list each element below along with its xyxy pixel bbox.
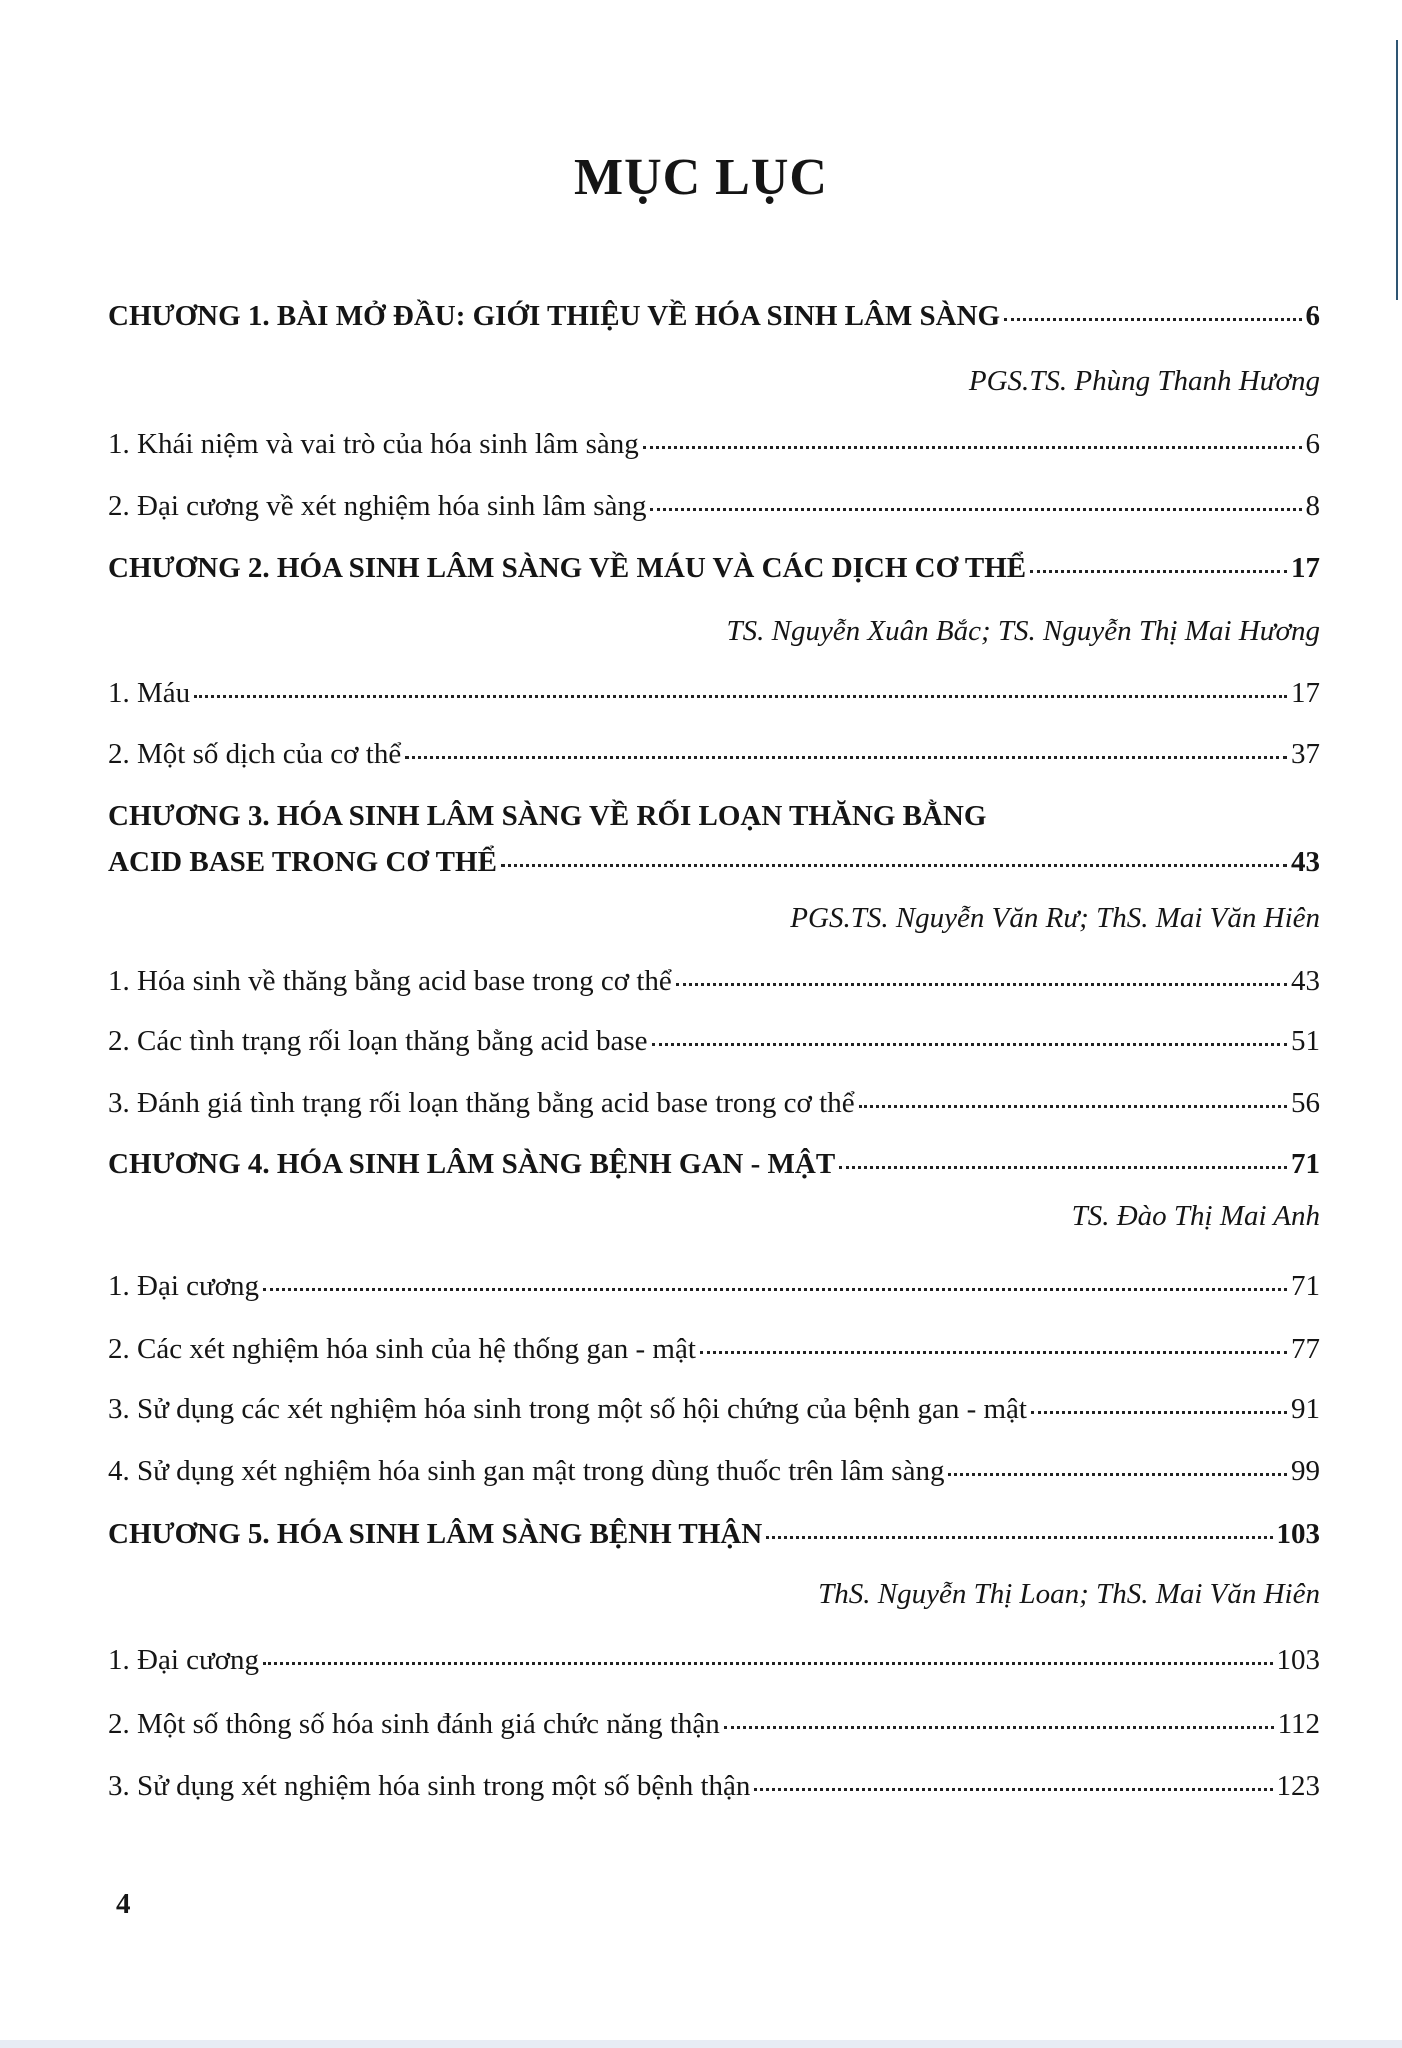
toc-chapter-title: CHƯƠNG 1. BÀI MỞ ĐẦU: GIỚI THIỆU VỀ HÓA SINH LÂM SÀNG <box>108 300 1001 332</box>
toc-chapter-3[interactable] <box>108 846 1320 879</box>
toc-chapter-author: PGS.TS. Phùng Thanh Hương <box>968 365 1320 397</box>
dot-leader <box>676 983 1287 986</box>
toc-section[interactable] <box>108 1025 1320 1058</box>
dot-leader <box>650 508 1301 511</box>
toc-section[interactable] <box>108 677 1320 710</box>
toc-section-title: 2. Một số dịch của cơ thể <box>108 738 402 770</box>
toc-section-title: 4. Sử dụng xét nghiệm hóa sinh gan mật trong dùng thuốc trên lâm sàng <box>108 1455 945 1487</box>
toc-section[interactable] <box>108 1333 1320 1366</box>
dot-leader <box>405 756 1287 759</box>
toc-page-number: 17 <box>1291 552 1320 584</box>
toc-chapter-5[interactable] <box>108 1518 1320 1551</box>
toc-section-title: 1. Đại cương <box>108 1644 260 1676</box>
toc-section-title: 2. Các xét nghiệm hóa sinh của hệ thống gan - mật <box>108 1333 696 1365</box>
page-bottom-edge <box>0 2040 1402 2048</box>
toc-chapter-4[interactable] <box>108 1148 1320 1181</box>
toc-section-title: 3. Sử dụng xét nghiệm hóa sinh trong một số bệnh thận <box>108 1770 751 1802</box>
toc-chapter-title: CHƯƠNG 5. HÓA SINH LÂM SÀNG BỆNH THẬN <box>108 1518 763 1550</box>
toc-section[interactable] <box>108 1708 1320 1741</box>
toc-chapter-title: CHƯƠNG 2. HÓA SINH LÂM SÀNG VỀ MÁU VÀ CÁC DỊCH CƠ THỂ <box>108 552 1027 584</box>
dot-leader <box>754 1788 1272 1791</box>
toc-page-number: 123 <box>1276 1770 1320 1802</box>
toc-page-number: 8 <box>1305 490 1320 522</box>
toc-page-number: 99 <box>1291 1455 1320 1487</box>
dot-leader <box>1031 1411 1287 1414</box>
toc-section-title: 3. Sử dụng các xét nghiệm hóa sinh trong một số hội chứng của bệnh gan - mật <box>108 1393 1027 1425</box>
toc-section-title: 3. Đánh giá tình trạng rối loạn thăng bằng acid base trong cơ thể <box>108 1087 855 1119</box>
toc-chapter-author: TS. Nguyễn Xuân Bắc; TS. Nguyễn Thị Mai Hương <box>726 615 1320 647</box>
dot-leader <box>1030 570 1287 573</box>
dot-leader <box>263 1662 1272 1665</box>
dot-leader <box>263 1288 1287 1291</box>
dot-leader <box>501 864 1287 867</box>
toc-page-number: 77 <box>1291 1333 1320 1365</box>
toc-chapter-2[interactable] <box>108 552 1320 585</box>
toc-section[interactable] <box>108 738 1320 771</box>
toc-section[interactable] <box>108 1393 1320 1426</box>
toc-section-title: 1. Máu <box>108 677 191 709</box>
toc-page-number: 91 <box>1291 1393 1320 1425</box>
dot-leader <box>652 1043 1287 1046</box>
toc-page-number: 43 <box>1291 846 1320 878</box>
toc-page-number: 56 <box>1291 1087 1320 1119</box>
toc-page-number: 6 <box>1305 428 1320 460</box>
toc-section-title: 1. Hóa sinh về thăng bằng acid base trong cơ thể <box>108 965 672 997</box>
toc-page-number: 17 <box>1291 677 1320 709</box>
dot-leader <box>948 1473 1287 1476</box>
toc-page-number: 112 <box>1277 1708 1320 1740</box>
toc-chapter-author: ThS. Nguyễn Thị Loan; ThS. Mai Văn Hiên <box>818 1578 1320 1610</box>
toc-section[interactable] <box>108 1770 1320 1803</box>
toc-chapter-1[interactable] <box>108 300 1320 333</box>
toc-page-number: 71 <box>1291 1270 1320 1302</box>
toc-page-number: 103 <box>1276 1644 1320 1676</box>
dot-leader <box>1004 318 1301 321</box>
toc-page-number: 37 <box>1291 738 1320 770</box>
dot-leader <box>700 1351 1287 1354</box>
toc-section-title: 1. Đại cương <box>108 1270 260 1302</box>
toc-section-title: 2. Một số thông số hóa sinh đánh giá chức năng thận <box>108 1708 720 1740</box>
toc-chapter-3-title-line1[interactable]: CHƯƠNG 3. HÓA SINH LÂM SÀNG VỀ RỐI LOẠN THĂNG BẰNG <box>108 800 987 832</box>
page-title: MỤC LỤC <box>574 149 828 206</box>
toc-section[interactable] <box>108 490 1320 523</box>
toc-chapter-author: PGS.TS. Nguyễn Văn Rư; ThS. Mai Văn Hiên <box>790 902 1320 934</box>
toc-page-number: 6 <box>1305 300 1320 332</box>
dot-leader <box>194 695 1287 698</box>
toc-section[interactable] <box>108 1270 1320 1303</box>
toc-chapter-title: CHƯƠNG 4. HÓA SINH LÂM SÀNG BỆNH GAN - MẬT <box>108 1148 836 1180</box>
dot-leader <box>839 1166 1287 1169</box>
dot-leader <box>859 1105 1287 1108</box>
toc-section[interactable] <box>108 1087 1320 1120</box>
page-number: 4 <box>116 1888 131 1920</box>
toc-section-title: 2. Các tình trạng rối loạn thăng bằng acid base <box>108 1025 648 1057</box>
toc-section[interactable] <box>108 428 1320 461</box>
dot-leader <box>766 1536 1272 1539</box>
toc-section[interactable] <box>108 1455 1320 1488</box>
toc-page-number: 51 <box>1291 1025 1320 1057</box>
toc-section-title: 1. Khái niệm và vai trò của hóa sinh lâm sàng <box>108 428 639 460</box>
toc-section-title: 2. Đại cương về xét nghiệm hóa sinh lâm sàng <box>108 490 647 522</box>
dot-leader <box>724 1726 1274 1729</box>
toc-section[interactable] <box>108 1644 1320 1677</box>
toc-chapter-author: TS. Đào Thị Mai Anh <box>1071 1200 1320 1232</box>
toc-section[interactable] <box>108 965 1320 998</box>
toc-page-number: 71 <box>1291 1148 1320 1180</box>
toc-page-number: 103 <box>1276 1518 1320 1550</box>
dot-leader <box>643 446 1302 449</box>
toc-page-number: 43 <box>1291 965 1320 997</box>
toc-chapter-title: ACID BASE TRONG CƠ THỂ <box>108 846 497 878</box>
